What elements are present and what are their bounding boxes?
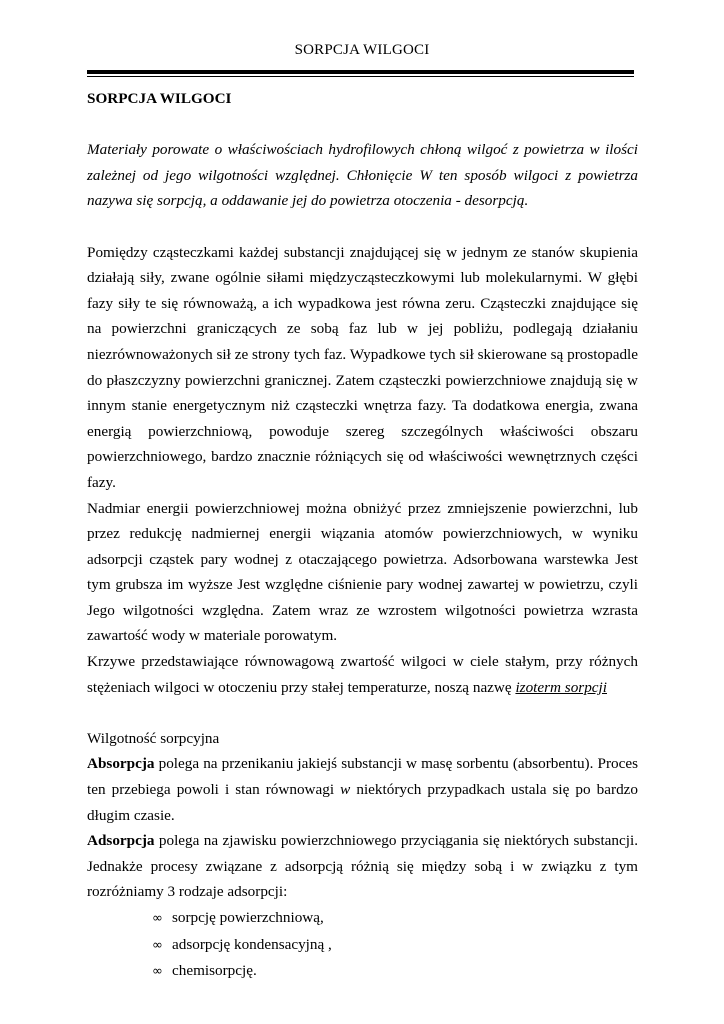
list-item-label: chemisorpcję.: [172, 962, 257, 980]
infinity-bullet-icon: ∞: [152, 911, 163, 926]
list-item: [87, 932, 638, 959]
spacer: [87, 112, 638, 138]
paragraph-isotherms: [87, 649, 638, 700]
intro-paragraph: Materiały porowate o właściwościach hydrofilowych chłoną wilgoć z powietrza w ilości zależnej od jego wilgotności względnej. Chłonięcie W ten sposób wilgoci z powietrza nazywa się sorpcją, a oddawanie jej do powietrza otoczenia - desorpcją.: [87, 141, 638, 210]
absorption-term: Absorpcja: [87, 755, 155, 773]
paragraph-adsorption: [87, 828, 638, 905]
spacer: [87, 214, 638, 240]
list-item-label: sorpcję powierzchniową,: [172, 909, 324, 926]
absorption-text-2: niektórych przypadkach ustala się po bardzo długim czasie.: [87, 781, 638, 824]
infinity-bullet-icon: ∞: [152, 964, 163, 980]
absorption-italic: w: [340, 781, 351, 799]
adsorption-types-list: [87, 905, 638, 985]
paragraph-surface-energy: Nadmiar energii powierzchniowej można obniżyć przez zmniejszenie powierzchni, lub przez redukcję nadmiernej energii wiązania atomów powierzchniowych, w wyniku adsorpcji cząstek pary wodnej z otaczającego powietrza. Adsorbowana warstewka Jest tym grubsza im wyższe Jest względne ciśnienie pary wodnej zawartej w powietrzu, czyli Jego wilgotności względna. Zatem wraz ze wzrostem wilgotności powietrza wzrasta zawartość wody w materiale porowatym.: [87, 499, 638, 645]
header-rule-thick: [87, 70, 634, 74]
list-item: [87, 905, 638, 932]
adsorption-text: polega na zjawisku powierzchniowego przyciągania się niektórych substancji. Jednakże procesy związane z adsorpcją różnią się między sobą i w związku z tym rozróżniamy 3 rodzaje adsorpcji:: [87, 832, 638, 901]
isotherm-text: Krzywe przedstawiające równowagową zwartość wilgoci w ciele stałym, przy różnych stężeniach wilgoci w otoczeniu przy stałej temperaturze, noszą nazwę: [87, 653, 638, 696]
list-item: [87, 958, 638, 985]
spacer: [87, 700, 638, 726]
isotherm-term: izoterm sorpcji: [515, 678, 607, 696]
section-title: SORPCJA WILGOCI: [87, 90, 232, 107]
infinity-bullet-icon: ∞: [152, 937, 163, 953]
absorption-text-1: polega na przenikaniu jakiejś substancji w masę sorbentu (absorbentu). Proces ten przebiega powoli i stan równowagi: [87, 755, 638, 799]
document-body: [87, 86, 638, 985]
adsorption-term: Adsorpcja: [87, 832, 155, 850]
paragraph-forces: Pomiędzy cząsteczkami każdej substancji znajdującej się w jednym ze stanów skupienia działają siły, zwane ogólnie siłami międzycząsteczkowymi lub molekularnymi. W głębi fazy siły te się równoważą, a ich wypadkowa jest równa zeru. Cząsteczki znajdujące się na powierzchni graniczących ze sobą faz lub w jej pobliżu, podlegają działaniu niezrównoważonych sił ze strony tych faz. Wypadkowe tych sił skierowane są prostopadle do płaszczyzny powierzchni granicznej. Zatem cząsteczki powierzchniowe znajdują się w innym stanie energetycznym niż cząsteczki wnętrza fazy. Ta dodatkowa energia, zwana energią powierzchniową, powoduje szereg szczególnych właściwości obszaru powierzchniowego, bardzo znacznie różniących się od właściwości wewnętrznych części fazy.: [87, 243, 638, 491]
header-rule-thin: [87, 76, 634, 77]
running-header: SORPCJA WILGOCI: [294, 42, 430, 58]
subheading: Wilgotność sorpcyjna: [87, 729, 220, 747]
list-item-label: adsorpcję kondensacyjną ,: [172, 935, 332, 953]
paragraph-absorption: [87, 751, 638, 828]
